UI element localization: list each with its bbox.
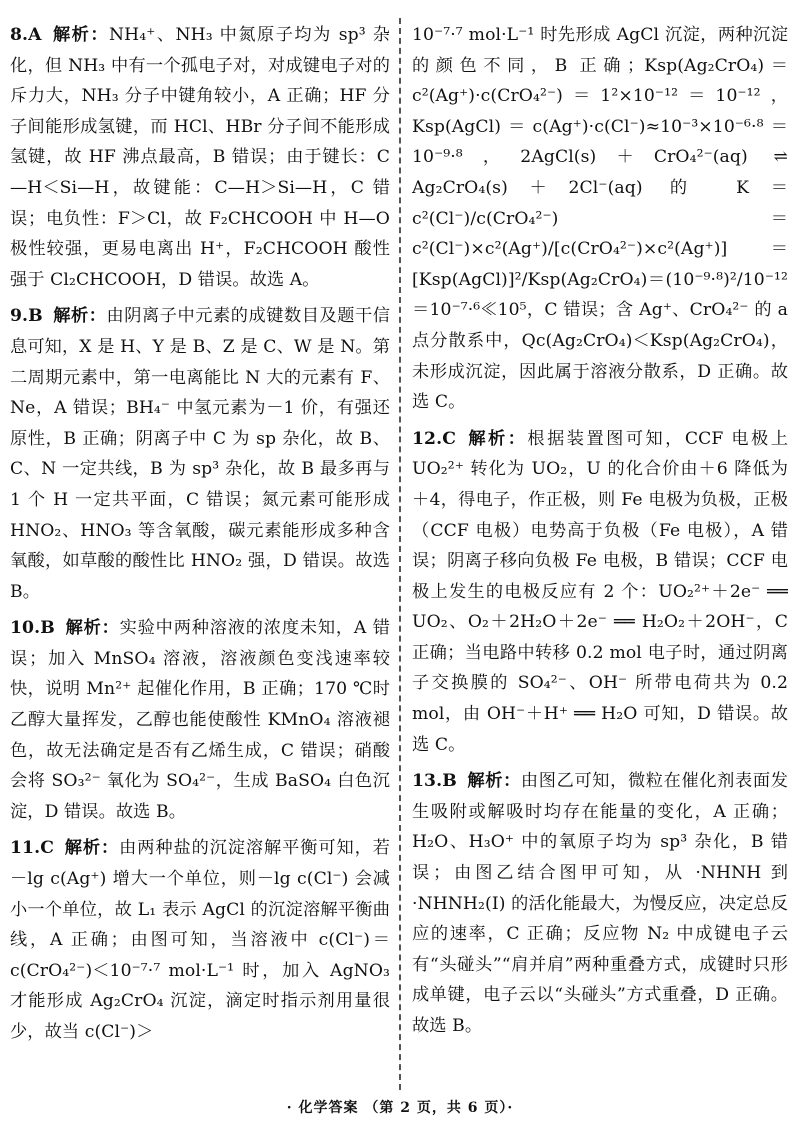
analysis-label: 解析：: [52, 306, 107, 327]
question-number: 13.: [412, 771, 443, 792]
analysis-label: 解析：: [51, 25, 110, 45]
question-13: [412, 766, 788, 1041]
question-answer: A: [28, 25, 42, 45]
column-divider: [399, 18, 401, 1090]
question-answer: B: [40, 618, 55, 639]
question-number: 9.: [10, 306, 29, 327]
analysis-text: 10⁻⁷·⁷ mol·L⁻¹ 时先形成 AgCl 沉淀，两种沉淀的颜色不同，B 正确；Ksp(Ag₂CrO₄)＝c²(Ag⁺)·c(CrO₄²⁻)＝1²×10⁻¹²＝10⁻¹²，Ksp(AgCl)＝c(Ag⁺)·c(Cl⁻)≈10⁻³×10⁻⁶·⁸＝10⁻⁹·⁸，2AgCl(s)＋CrO₄²⁻(aq) ⇌ Ag₂CrO₄(s)＋2Cl⁻(aq) 的 K＝c²(Cl⁻)/c(CrO₄²⁻)＝c²(Cl⁻)×c²(Ag⁺)/[c(CrO₄²⁻)×c²(Ag⁺)]＝[Ksp(AgCl)]²/Ksp(Ag₂CrO₄)＝(10⁻⁹·⁸)²/10⁻¹²＝10⁻⁷·⁶≪10⁵，C 错误；含 Ag⁺、CrO₄²⁻ 的 a 点分散系中，Qc(Ag₂CrO₄)＜Ksp(Ag₂CrO₄)，未形成沉淀，因此属于溶液分散系，D 正确。故选 C。: [412, 25, 788, 413]
left-column: [10, 20, 390, 1048]
analysis-text: NH₄⁺、NH₃ 中氮原子均为 sp³ 杂化，但 NH₃ 中有一个孤电子对，对成键电子对的斥力大，NH₃ 分子中键角较小，A 正确；HF 分子间能形成氢键，而 HCl、HBr 分子间不能形成氢键，故 HF 沸点最高，B 错误；由于键长：C—H＜Si—H，故键能：C—H＞Si—H，C 错误；电负性：F＞Cl，故 F₂CHCOOH 中 H—O 极性较强，更易电离出 H⁺，F₂CHCOOH 酸性强于 Cl₂CHCOOH，D 错误。故选 A。: [10, 25, 390, 290]
question-answer: C: [40, 838, 54, 859]
analysis-text: 实验中两种溶液的浓度未知，A 错误；加入 MnSO₄ 溶液，溶液颜色变浅速率较快，说明 Mn²⁺ 起催化作用，B 正确；170 ℃时乙醇大量挥发，乙醇也能使酸性 KMnO₄ 溶液褪色，故无法确定是否有乙烯生成，C 错误；硝酸会将 SO₃²⁻ 氧化为 SO₄²⁻，生成 BaSO₄ 白色沉淀，D 错误。故选 B。: [10, 618, 390, 822]
analysis-label: 解析：: [64, 618, 120, 639]
right-column: [412, 20, 788, 1042]
question-answer: C: [442, 428, 456, 449]
analysis-label: 解析：: [465, 428, 528, 449]
analysis-text: 由两种盐的沉淀溶解平衡可知，若－lg c(Ag⁺) 增大一个单位，则－lg c(Cl⁻) 会减小一个单位，故 L₁ 表示 AgCl 的沉淀溶解平衡曲线，A 正确；由图可知，当溶液中 c(Cl⁻)＝c(CrO₄²⁻)＜10⁻⁷·⁷ mol·L⁻¹ 时，加入 AgNO₃ 才能形成 Ag₂CrO₄ 沉淀，滴定时指示剂用量很少，故当 c(Cl⁻)＞: [10, 838, 390, 1042]
question-answer: B: [442, 771, 457, 792]
question-number: 11.: [10, 838, 41, 859]
question-11: [10, 833, 390, 1047]
analysis-label: 解析：: [466, 771, 521, 792]
question-8: [10, 20, 390, 295]
analysis-text: 由图乙可知，微粒在催化剂表面发生吸附或解吸时均存在能量的变化，A 正确；H₂O、H₃O⁺ 中的氧原子均为 sp³ 杂化，B 错误；由图乙结合图甲可知，从 ·NHNH 到 ·NHNH₂(Ⅰ) 的活化能最大，为慢反应，决定总反应的速率，C 正确；反应物 N₂ 中成键电子云有“头碰头”“肩并肩”两种重叠方式，成键时只形成单键，电子云以“头碰头”方式重叠，D 正确。故选 B。: [412, 771, 788, 1036]
question-number: 12.: [412, 428, 443, 449]
question-number: 8.: [10, 25, 29, 45]
question-9: [10, 301, 390, 607]
analysis-text: 由阴离子中元素的成键数目及题干信息可知，X 是 H、Y 是 B、Z 是 C、W 是 N。第二周期元素中，第一电离能比 N 大的元素有 F、Ne，A 错误；BH₄⁻ 中氢元素为－1 价，有强还原性，B 正确；阴离子中 C 为 sp 杂化，故 B、C、N 一定共线，B 为 sp³ 杂化，故 B 最多再与 1 个 H 一定共平面，C 错误；氮元素可能形成 HNO₂、HNO₃ 等含氧酸，碳元素能形成多种含氧酸，如草酸的酸性比 HNO₂ 强，D 错误。故选 B。: [10, 306, 390, 602]
question-10: [10, 613, 390, 827]
analysis-text: 根据装置图可知，CCF 电极上 UO₂²⁺ 转化为 UO₂，U 的化合价由＋6 降低为＋4，得电子，作正极，则 Fe 电极为负极，正极（CCF 电极）电势高于负极（Fe 电极），A 错误；阴离子移向负极 Fe 电极，B 错误；CCF 电极上发生的电极反应有 2 个：UO₂²⁺＋2e⁻ ══ UO₂、O₂＋2H₂O＋2e⁻ ══ H₂O₂＋2OH⁻，C 正确；当电路中转移 0.2 mol 电子时，通过阴离子交换膜的 SO₄²⁻、OH⁻ 所带电荷共为 0.2 mol，由 OH⁻＋H⁺ ══ H₂O 可知，D 错误。故选 C。: [412, 428, 788, 755]
question-answer: B: [28, 306, 43, 327]
question-11-continued: [412, 20, 788, 418]
analysis-label: 解析：: [63, 838, 120, 859]
question-12: [412, 424, 788, 761]
page-footer: · 化学答案 （第 2 页，共 6 页）·: [286, 1100, 514, 1116]
question-number: 10.: [10, 618, 41, 639]
